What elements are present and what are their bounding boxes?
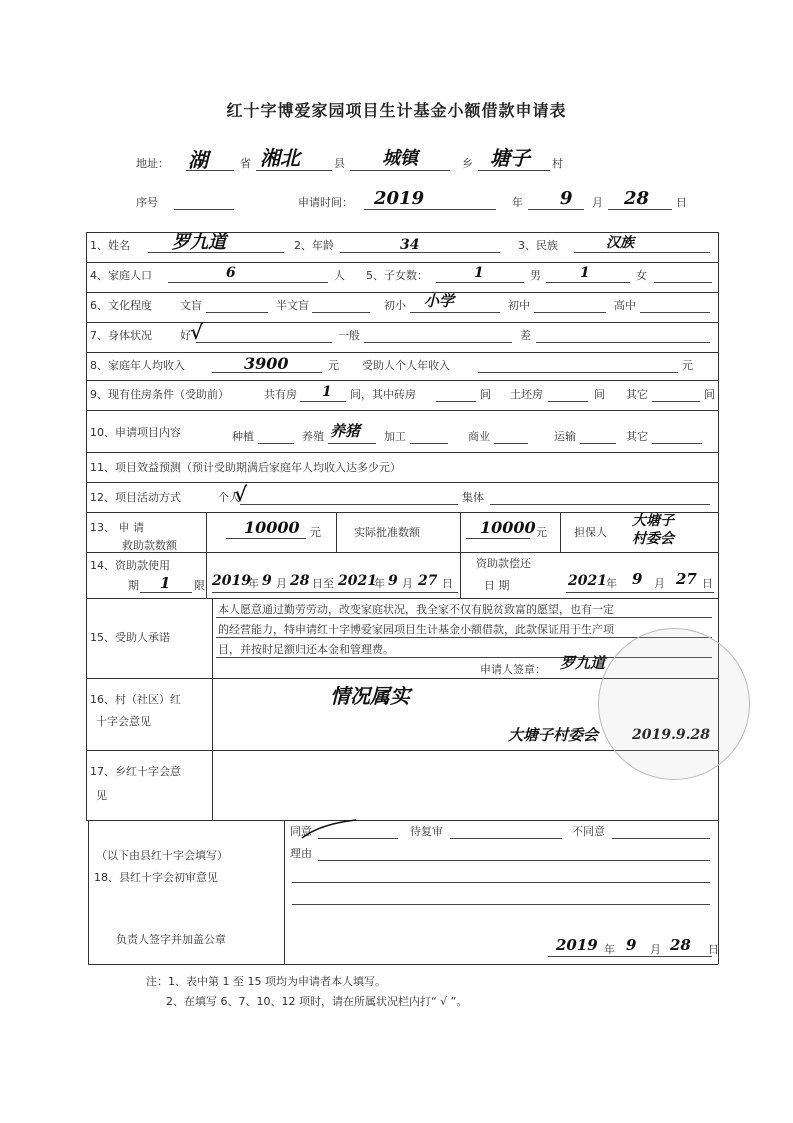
county-disagree-line bbox=[612, 838, 710, 839]
county-agree: 同意 bbox=[290, 825, 312, 838]
housing-other-label: 其它 bbox=[626, 388, 648, 401]
age-value: 34 bbox=[400, 237, 420, 253]
start-year-suffix: 年 bbox=[248, 577, 259, 590]
request-amount-value: 10000 bbox=[244, 518, 300, 537]
table-right-border bbox=[718, 232, 719, 964]
applicant-signature: 罗九道 bbox=[560, 654, 606, 672]
project-line-3 bbox=[410, 443, 448, 444]
row-line-6 bbox=[86, 410, 718, 411]
benefit-label: 11、项目效益预测（预计受助期满后家庭年人均收入达多少元） bbox=[90, 461, 401, 474]
project-value: 养猪 bbox=[330, 422, 361, 440]
county-sign-label: 负责人签字并加盖公章 bbox=[116, 933, 226, 946]
age-label: 2、年龄 bbox=[294, 239, 334, 252]
county-note: （以下由县红十字会填写） bbox=[96, 849, 228, 862]
repay-label-1: 资助款偿还 bbox=[476, 557, 531, 570]
col-divider-13-14 bbox=[206, 512, 207, 598]
start-month-suffix: 月 bbox=[276, 577, 287, 590]
project-opt-planting: 种植 bbox=[232, 430, 254, 443]
girls-value: 1 bbox=[580, 265, 590, 281]
row-line-8 bbox=[86, 482, 718, 483]
apply-day-line bbox=[608, 209, 672, 210]
row-line-11 bbox=[86, 598, 718, 599]
end-day: 27 bbox=[418, 573, 438, 589]
project-opt-other: 其它 bbox=[626, 430, 648, 443]
commitment-label: 15、受助人承诺 bbox=[90, 631, 170, 644]
township-line bbox=[350, 170, 450, 171]
repay-date-line bbox=[566, 592, 714, 593]
reason-line-3 bbox=[292, 904, 710, 905]
project-label: 10、申请项目内容 bbox=[90, 426, 181, 439]
household-label: 4、家庭人口 bbox=[90, 269, 152, 282]
approved-amount-line bbox=[466, 538, 530, 539]
commitment-line-3: 目，并按时足额归还本金和管理费。 bbox=[218, 643, 394, 656]
form-title: 红十字博爱家园项目生计基金小额借款申请表 bbox=[226, 101, 567, 120]
row-line-2 bbox=[86, 292, 718, 293]
apply-year: 2019 bbox=[374, 188, 425, 209]
housing-total-value: 1 bbox=[322, 384, 332, 400]
start-year: 2019 bbox=[212, 573, 251, 589]
project-line-2 bbox=[328, 443, 376, 444]
commitment-line-1: 本人愿意通过勤劳劳动，改变家庭状况，我全家不仅有脱贫致富的愿望，也有一定 bbox=[218, 603, 614, 616]
name-value: 罗九道 bbox=[172, 232, 226, 253]
serial-line bbox=[174, 209, 234, 210]
approved-amount-unit: 元 bbox=[536, 526, 547, 539]
address-label: 地址： bbox=[136, 157, 169, 170]
col-divider-18 bbox=[284, 820, 285, 964]
township-suffix: 乡 bbox=[462, 157, 473, 170]
education-opt-middle: 初中 bbox=[508, 299, 530, 312]
usage-period-value: 1 bbox=[160, 574, 171, 592]
reason-line-2 bbox=[292, 882, 710, 883]
repay-label-2: 日 期 bbox=[484, 579, 510, 592]
project-line-5 bbox=[580, 443, 616, 444]
village-value: 塘子 bbox=[490, 146, 530, 170]
village-opinion-signer: 大塘子村委会 bbox=[508, 726, 599, 744]
note-2: 2、在填写 6、7、10、12 项时，请在所属状况栏内打“ √ ”。 bbox=[166, 995, 468, 1008]
col-divider-13-b bbox=[460, 512, 461, 598]
province-value: 湖 bbox=[188, 148, 208, 172]
county-agree-line bbox=[318, 838, 398, 839]
income-value: 3900 bbox=[244, 354, 289, 373]
county-pending: 待复审 bbox=[410, 825, 443, 838]
health-line-2 bbox=[364, 342, 512, 343]
province-suffix: 省 bbox=[240, 157, 251, 170]
apply-month-line bbox=[528, 209, 584, 210]
col-divider-13-a bbox=[336, 512, 337, 552]
health-line-3 bbox=[536, 342, 710, 343]
health-checkmark: √ bbox=[190, 320, 204, 344]
housing-earth-line bbox=[548, 401, 588, 402]
household-line bbox=[168, 282, 328, 283]
usage-period-label-2-post: 限 bbox=[194, 579, 205, 592]
education-opt-primary-early: 初小 bbox=[384, 299, 406, 312]
county-reason: 理由 bbox=[290, 847, 312, 860]
reason-line-1 bbox=[318, 860, 710, 861]
note-1: 注：1、表中第 1 至 15 项均为申请者本人填写。 bbox=[146, 975, 386, 988]
start-day: 28 bbox=[290, 573, 310, 589]
row-line-15 bbox=[88, 964, 718, 965]
education-value: 小学 bbox=[424, 292, 455, 310]
project-line-6 bbox=[652, 443, 702, 444]
project-line-1 bbox=[258, 443, 294, 444]
housing-total-label: 共有房 bbox=[264, 388, 297, 401]
county-date-month-suffix: 月 bbox=[650, 943, 661, 956]
end-year-suffix: 年 bbox=[374, 577, 385, 590]
housing-other-line bbox=[652, 401, 700, 402]
education-line-5 bbox=[640, 312, 710, 313]
project-opt-transport: 运输 bbox=[554, 430, 576, 443]
activity-checkmark: √ bbox=[234, 482, 248, 506]
end-month-suffix: 月 bbox=[402, 577, 413, 590]
county-line bbox=[256, 170, 332, 171]
request-amount-unit: 元 bbox=[310, 526, 321, 539]
village-opinion-label-2: 十字会意见 bbox=[96, 715, 151, 728]
repay-day-suffix: 日 bbox=[702, 577, 713, 590]
village-opinion-date: 2019.9.28 bbox=[632, 727, 710, 743]
serial-label: 序号 bbox=[136, 196, 158, 209]
project-line-4 bbox=[494, 443, 528, 444]
end-day-suffix: 日 bbox=[442, 577, 453, 590]
table-left-border bbox=[86, 232, 87, 820]
housing-earth-unit: 间 bbox=[594, 388, 605, 401]
approved-amount-label: 实际批准数额 bbox=[354, 526, 420, 539]
apply-day: 28 bbox=[624, 188, 650, 209]
row-line-9 bbox=[86, 512, 718, 513]
name-label: 1、姓名 bbox=[90, 239, 130, 252]
girls-unit: 女 bbox=[636, 269, 647, 282]
applicant-sign-label: 申请人签章： bbox=[480, 663, 546, 676]
education-line-1 bbox=[206, 312, 268, 313]
usage-period-label-2-pre: 期 bbox=[128, 579, 139, 592]
housing-brick-unit: 间 bbox=[480, 388, 491, 401]
apply-year-line bbox=[364, 209, 496, 210]
apply-time-label: 申请时间： bbox=[298, 196, 353, 209]
education-label: 6、文化程度 bbox=[90, 299, 152, 312]
end-year: 2021 bbox=[338, 573, 377, 589]
township-opinion-label-2: 见 bbox=[96, 789, 107, 802]
county-suffix: 县 bbox=[334, 157, 345, 170]
activity-opt-collective: 集体 bbox=[462, 491, 484, 504]
age-line bbox=[340, 252, 500, 253]
ethnicity-line bbox=[574, 252, 710, 253]
usage-period-line bbox=[140, 592, 192, 593]
county-date-day: 28 bbox=[670, 936, 691, 954]
apply-day-suffix: 日 bbox=[676, 196, 687, 209]
repay-month-suffix: 月 bbox=[654, 577, 665, 590]
boys-line bbox=[436, 282, 524, 283]
commitment-line-2: 的经营能力，特申请红十字博爱家园项目生计基金小额借款，此款保证用于生产项 bbox=[218, 623, 614, 636]
county-date-line bbox=[548, 956, 712, 957]
row-line-14 bbox=[86, 820, 718, 821]
county-pending-line bbox=[450, 838, 562, 839]
repay-month: 9 bbox=[632, 570, 643, 588]
housing-total-line bbox=[300, 401, 346, 402]
ethnicity-label: 3、民族 bbox=[518, 239, 558, 252]
row-line-5 bbox=[86, 380, 718, 381]
activity-line-1 bbox=[240, 504, 458, 505]
recipient-income-unit: 元 bbox=[682, 359, 693, 372]
apply-month: 9 bbox=[560, 188, 573, 209]
project-opt-commerce: 商业 bbox=[468, 430, 490, 443]
activity-label: 12、项目活动方式 bbox=[90, 491, 181, 504]
commitment-rule-1 bbox=[216, 617, 712, 618]
housing-label: 9、现有住房条件（受助前） bbox=[90, 388, 229, 401]
housing-brick-line bbox=[436, 401, 476, 402]
row-line-1 bbox=[86, 262, 718, 263]
row-line-10 bbox=[86, 552, 718, 553]
health-opt-poor: 差 bbox=[520, 329, 531, 342]
education-opt-high: 高中 bbox=[614, 299, 636, 312]
village-opinion-text: 情况属实 bbox=[330, 684, 410, 708]
health-opt-average: 一般 bbox=[338, 329, 360, 342]
girls-line bbox=[546, 282, 630, 283]
county-disagree: 不同意 bbox=[572, 825, 605, 838]
name-line bbox=[148, 252, 284, 253]
guarantor-label: 担保人 bbox=[574, 526, 607, 539]
start-day-suffix: 日至 bbox=[312, 577, 334, 590]
village-suffix: 村 bbox=[552, 157, 563, 170]
village-opinion-label-1: 16、村（社区）红 bbox=[90, 693, 181, 706]
end-month: 9 bbox=[388, 573, 398, 589]
education-line-2 bbox=[312, 312, 370, 313]
health-line-1 bbox=[196, 342, 332, 343]
official-seal bbox=[598, 628, 750, 780]
county-date-day-suffix: 日 bbox=[708, 943, 719, 956]
usage-dates-line bbox=[212, 592, 458, 593]
recipient-income-line bbox=[478, 372, 678, 373]
girls-tail-line bbox=[654, 282, 712, 283]
education-opt-semi: 半文盲 bbox=[276, 299, 309, 312]
village-line bbox=[478, 170, 550, 171]
col-divider-15-17 bbox=[212, 598, 213, 820]
children-label: 5、子女数： bbox=[366, 269, 428, 282]
project-opt-processing: 加工 bbox=[384, 430, 406, 443]
income-unit: 元 bbox=[328, 359, 339, 372]
guarantor-line-2: 村委会 bbox=[632, 531, 674, 547]
household-unit: 人 bbox=[334, 269, 345, 282]
row-line-4 bbox=[86, 352, 718, 353]
repay-day: 27 bbox=[676, 570, 697, 588]
repay-year: 2021 bbox=[568, 573, 607, 589]
table-left-border-bottom bbox=[88, 820, 89, 964]
boys-value: 1 bbox=[474, 265, 484, 281]
start-month: 9 bbox=[262, 573, 272, 589]
apply-year-suffix: 年 bbox=[512, 196, 523, 209]
housing-other-unit: 间 bbox=[704, 388, 715, 401]
apply-month-suffix: 月 bbox=[592, 196, 603, 209]
county-value: 湘北 bbox=[260, 146, 300, 170]
county-date-year-suffix: 年 bbox=[604, 943, 615, 956]
household-value: 6 bbox=[226, 265, 236, 281]
education-line-3 bbox=[410, 312, 500, 313]
activity-line-2 bbox=[490, 504, 710, 505]
request-amount-label-1: 13、 申 请 bbox=[90, 521, 144, 534]
approved-amount-value: 10000 bbox=[480, 518, 536, 537]
county-date-year: 2019 bbox=[556, 936, 598, 954]
housing-earth-label: 土坯房 bbox=[510, 388, 543, 401]
boys-unit: 男 bbox=[530, 269, 541, 282]
ethnicity-value: 汉族 bbox=[606, 235, 634, 251]
county-opinion-label: 18、县红十字会初审意见 bbox=[94, 871, 218, 884]
income-label: 8、家庭年人均收入 bbox=[90, 359, 185, 372]
repay-year-suffix: 年 bbox=[606, 577, 617, 590]
township-opinion-label-1: 17、乡红十字会意 bbox=[90, 765, 181, 778]
row-line-3 bbox=[86, 322, 718, 323]
request-amount-line bbox=[226, 538, 306, 539]
col-divider-13-c bbox=[560, 512, 561, 552]
county-date-month: 9 bbox=[626, 936, 637, 954]
education-line-4 bbox=[534, 312, 606, 313]
usage-period-label-1: 14、资助款使用 bbox=[90, 559, 170, 572]
health-label: 7、身体状况 bbox=[90, 329, 152, 342]
health-opt-good: 好 bbox=[180, 329, 191, 342]
activity-opt-individual: 个人 bbox=[218, 491, 240, 504]
education-opt-illiterate: 文盲 bbox=[180, 299, 202, 312]
income-line bbox=[212, 372, 322, 373]
recipient-income-label: 受助人个人年收入 bbox=[362, 359, 450, 372]
project-opt-breeding: 养殖 bbox=[302, 430, 324, 443]
housing-brick-label: 间，其中砖房 bbox=[350, 388, 416, 401]
request-amount-label-2: 救助款数额 bbox=[122, 539, 177, 552]
guarantor-line-1: 大塘子 bbox=[632, 513, 674, 529]
township-value: 城镇 bbox=[382, 148, 418, 169]
row-line-7 bbox=[86, 452, 718, 453]
